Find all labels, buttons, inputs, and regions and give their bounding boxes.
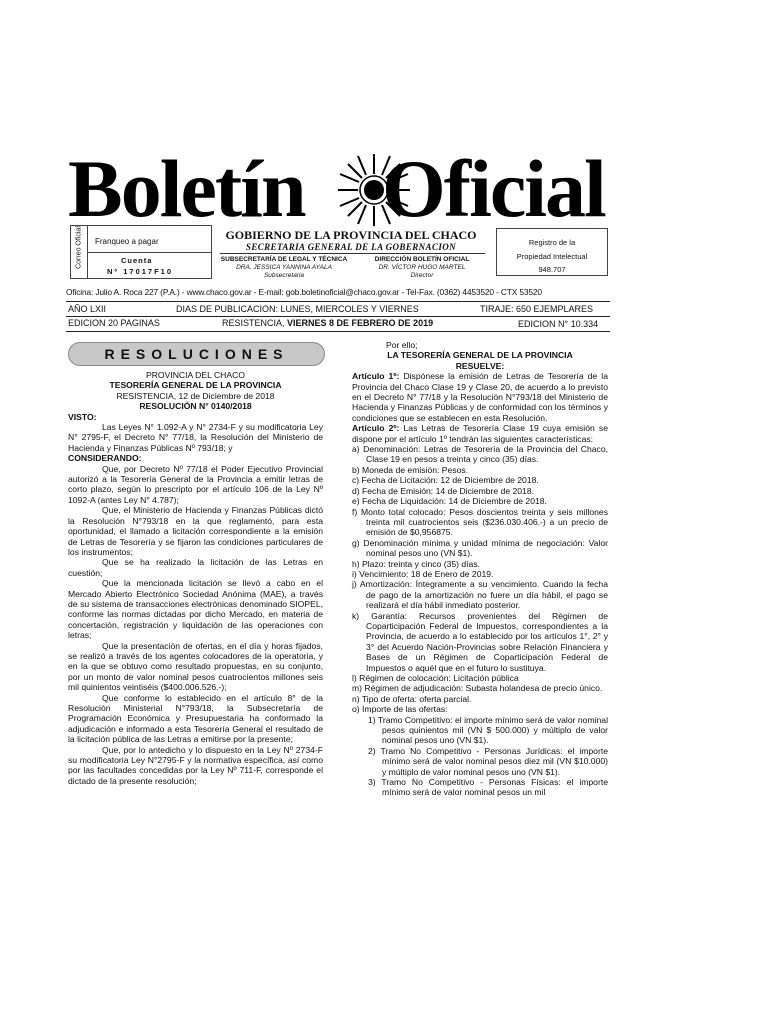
sub-list-item: 2) Tramo No Competitivo - Personas Jurídicas: el importe mínimo será de valor nominal pesos diez mil (VN $10.000) y múltiplo de valor nominal pesos uno (VN $1). [368,745,608,777]
masthead-word-left: Boletín [68,143,305,234]
left-heading-1: PROVINCIA DEL CHACO [145,370,245,380]
subsecretaria-role: Subsecretaria [263,272,305,279]
paragraph: Que la presentación de ofertas, en el día y horas fijados, se realizó a través de los agentes colocadores de la operatoria, y en la que se obtuvo como resultado propuestas, en su conjunto, por un monto de valor nominal pesos cuatrocientos millones seis mil quinientos veintiséis ($400.006.526.-); [68,640,323,693]
tiraje: TIRAJE: 650 EJEMPLARES [480,304,594,314]
correo-box [70,225,212,279]
list-item: n) Tipo de oferta: oferta parcial. [352,693,472,704]
oficina-line: Oficina: Julio A. Roca 227 (P.A.) - www.chaco.gov.ar - E-mail: gob.boletinoficial@chaco.gov.ar - Tel-Fax. (0362) 4453520 - CTX 53520 [66,287,542,297]
masthead-word-right: Oficial [382,143,605,234]
right-column [352,340,608,798]
list-item: g) Denominación mínima y unidad mínima de negociación: Valor nominal pesos uno (VN $1). [352,537,608,559]
left-heading-2: TESORERÍA GENERAL DE LA PROVINCIA [109,380,282,391]
dias-publicacion: DIAS DE PUBLICACION: LUNES, MIERCOLES Y VIERNES [176,304,419,314]
list-item: e) Fecha de Liquidación: 14 de Diciembre de 2018. [352,496,547,507]
gobierno-title: GOBIERNO DE LA PROVINCIA DEL CHACO [225,228,477,242]
list-item: o) Importe de las ofertas: [352,704,448,715]
right-heading-2: RESUELVE: [455,360,505,371]
left-heading-3: RESISTENCIA, 12 de Diciembre de 2018 [116,390,275,401]
masthead [64,143,612,234]
sub-list-item: 3) Tramo No Competitivo - Personas Físicas: el importe mínimo será de valor nominal pesos un mil [368,777,608,798]
registro-line3: 948.707 [538,265,566,274]
list-item: a) Denominación: Letras de Tesorería de la Provincia del Chaco, Clase 19 en pesos a treinta y cinco (35) días. [352,444,608,465]
articulo-2-label: Artículo 2º: [352,423,400,434]
paragraph: Que se ha realizado la licitación de las Letras en cuestión; [68,557,323,578]
registro-box [496,228,608,276]
considerando-label: CONSIDERANDO: [68,453,142,464]
fecha-prefix: RESISTENCIA, [222,318,285,328]
list-item: i) Vencimiento: 18 de Enero de 2019. [352,568,494,579]
edicion-paginas: EDICION 20 PAGINAS [68,318,160,328]
list-item: h) Plazo: treinta y cinco (35) días. [352,558,481,569]
visto-label: VISTO: [68,411,97,422]
list-item: l) Régimen de colocación: Licitación pública [352,673,519,683]
paragraph: Que, el Ministerio de Hacienda y Finanzas Públicas dictó la Resolución N°793/18 en la que reglamentó, para esta oportunidad, el llamado a licitación correspondiente a la emisión de Letras de Tesorería y se fijaron las condiciones particulares de los instrumentos; [68,505,323,557]
cuenta-numero: Nº 17017F10 [107,267,174,276]
subsecretaria-name: DRA. JESSICA YANNINA AYALA [236,264,332,271]
paragraph: Que, por lo antedicho y lo dispuesto en la Ley Nº 2734-F su modificatoria Ley N°2795-F y la normativa específica, así como por las facultades concedidas por la Ley Nº 711-F, corresponde el dictado de la presente resolución; [68,744,323,786]
paragraph: Que, por Decreto Nº 77/18 el Poder Ejecutivo Provincial autorizó a la Tesorería General de la Provincia a emitir letras de corto plazo, según lo prescripto por el artículo 106 de la Ley Nº 1092-A (antes Ley N° 4.787); [68,463,323,505]
list-item: b) Moneda de emisión: Pesos. [352,464,469,475]
articulo-1 [352,371,608,423]
left-heading-4: RESOLUCIÓN N° 0140/2018 [139,401,252,412]
franqueo-label: Franqueo a pagar [95,237,159,246]
list-item: d) Fecha de Emisión: 14 de Diciembre de 2018. [352,485,535,496]
left-column [68,370,323,786]
correo-vertical: Correo Oficial [75,226,83,269]
paragraph: Que la mencionada licitación se llevó a cabo en el Mercado Abierto Electrónico Sociedad Anónima (MAE), a través de su sistema de transacciones electrónicas denominado SIOPEL, conforme las normas dictadas por dicho Mercado, en materia de concertación, registración y liquidación de las operaciones con letras; [68,578,323,641]
sub-list-item: 1) Tramo Competitivo: el importe mínimo será de valor nominal pesos quinientos mil (VN $ 500.000) y múltiplo de valor nominal pesos uno (VN $1). [368,714,608,746]
fecha-line [222,318,433,328]
list-item: j) Amortización: Íntegramente a su vencimiento. Cuando la fecha de pago de la amortización no fuere un día hábil, el pago se realizará el día hábil inmediato posterior. [352,579,608,611]
direccion-role: Director [410,272,434,279]
cuenta-label: Cuenta [121,256,153,265]
articulo-2-text: Las Letras de Tesorería Clase 19 cuya emisión se dispone por el artículo 1º tendrán las siguientes características: [352,423,608,444]
subsecretaria-title: SUBSECRETARÍA DE LEGAL Y TÉCNICA [220,256,348,263]
list-item: m) Régimen de adjudicación: Subasta holandesa de precio único. [352,683,603,694]
direccion-name: DR. VÍCTOR HUGO MARTEL [378,264,466,271]
registro-line2: Propiedad Intelectual [516,252,588,261]
section-banner: RESOLUCIONES [68,342,325,366]
registro-line1: Registro de la [528,238,576,247]
articulo-1-label: Artículo 1º: [352,371,400,382]
direccion-title: DIRECCIÓN BOLETÍN OFICIAL [374,256,470,263]
fecha: VIERNES 8 DE FEBRERO DE 2019 [287,318,434,328]
list-item: f) Monto total colocado: Pesos doscientos treinta y seis millones treinta mil cuatrocientos seis ($236.030.406.-) a un precio de emisión de $0,956875. [352,506,608,538]
edicion-numero: EDICION N° 10.334 [518,319,599,329]
list-item: k) Garantía: Recursos provenientes del Régimen de Coparticipación Federal de Impuestos, correspondientes a la Provincia, de acuerdo a lo establecido por los artículos 1°, 2° y 3° del Acuerdo Nación-Provincias sobre Relación Financiera y Bases de un Régimen de Coparticipación Federal de Impuestos o aquél que en el futuro lo sustituya. [352,610,608,673]
right-heading-1: LA TESORERÍA GENERAL DE LA PROVINCIA [387,350,573,361]
paragraph: Las Leyes N° 1.092-A y N° 2734-F y su modificatoria Ley N° 2795-F, el Decreto N° 77/18, la Resolución del Ministerio de Hacienda y Finanzas Públicas Nº 793/18; y [68,422,323,453]
list-item: c) Fecha de Licitación: 12 de Diciembre de 2018. [352,475,539,486]
paragraph: Que conforme lo establecido en el artículo 8° de la Resolución Ministerial N°793/18, la Subsecretaría de Programación Económica y Presupuestaria ha conformado la adjudicación e informado a esta Tesorería General el resultado de la licitación pública de las Letras a emitirse por la presente; [68,692,323,745]
articulo-1-text: Dispónese la emisión de Letras de Tesorería de la Provincia del Chaco Clase 19 y Clase 20, de acuerdo a lo previsto en el Decreto N° 77/18 y la Resolución N°793/18 del Ministerio de Hacienda y Finanzas Públicas y de conformidad con los términos y condiciones que se establecen en esta Resolución. [352,371,608,423]
anio: AÑO LXII [68,304,107,314]
articulo-2 [352,423,608,444]
por-ello: Por ello; [386,340,418,350]
secretaria-title: SECRETARIA GENERAL DE LA GOBERNACION [245,242,457,252]
